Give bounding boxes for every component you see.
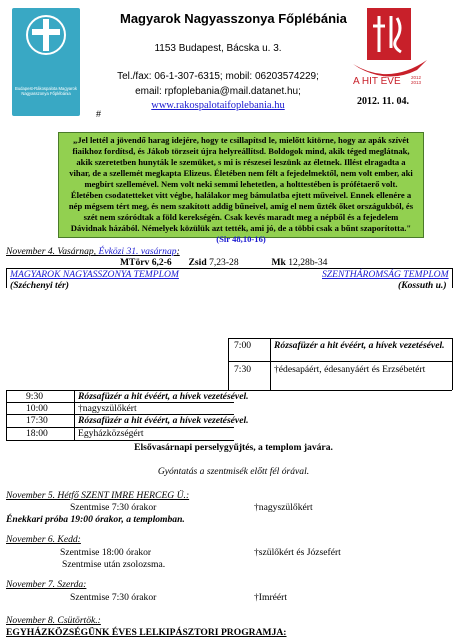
weekday-intention: †Imréért	[254, 592, 288, 603]
weekday-intention: †nagyszülőkért	[254, 502, 313, 513]
left-row-time: 17:30	[26, 415, 48, 426]
right-row-text: Rózsafüzér a hit évéért, a hívek vezetésével.	[274, 340, 445, 351]
church-left-name: MAGYAROK NAGYASSZONYA TEMPLOM	[10, 269, 179, 280]
year-of-faith-logo	[347, 8, 431, 110]
address: 1153 Budapest, Bácska u. 3.	[154, 43, 282, 54]
right-row-text: †édesapáért, édesanyáért és Erzsébetért	[274, 364, 426, 375]
parish-name: Magyarok Nagyasszonya Főplébánia	[120, 11, 347, 26]
weekday-title: November 7. Szerda:	[6, 579, 87, 590]
left-row-text: Egyházközségért	[78, 428, 144, 439]
left-row-time: 9:30	[26, 391, 44, 402]
left-row-time: 10:00	[26, 403, 48, 414]
phone-line: Tel./fax: 06-1-307-6315; mobil: 06203574229;	[117, 71, 319, 82]
sunday-title: November 4. Vasárnap, Évközi 31. vasárnap;	[6, 246, 180, 257]
scripture-reference: (Sir 48,10-16)	[216, 234, 266, 245]
website-link[interactable]: www.rakospalotaifoplebania.hu	[151, 100, 285, 111]
sunday-readings: MTörv 6,2-6 Zsid 7,23-28 Mk 12,28b-34	[120, 257, 328, 268]
church-left-place: (Széchenyi tér)	[10, 280, 69, 291]
logo-caption: Budapest-Rákospalota Magyarok Nagyasszonya Főplébánia	[15, 86, 77, 96]
weekday-title: November 6. Kedd:	[6, 534, 81, 545]
email-line: email: rpfoplebania@mail.datanet.hu;	[135, 86, 301, 97]
weekday-title: November 5. Hétfő SZENT IMRE HERCEG Ü.:	[6, 490, 190, 501]
weekday-mass: Szentmise 18:00 órakor	[60, 547, 152, 558]
left-row-text: Rózsafüzér a hit évéért, a hívek vezetésével.	[78, 391, 249, 402]
scripture-quote: „Jel lettél a jövendő harag idejére, hogy te csillapítsd le, mielőtt kitörne, hogy az apák szívét fiaikhoz fordítsd, és Jákob törzseit újra helyreállítsd. Boldogok mind, akik téged meglátnak, akik szeretetben hunyták le szemüket, s mi is részesei leszünk az életnek. Illést elragadta a vihar, de a szellemét megkapta Elizeus. Életében nem félt a fejedelmektől, nem volt ember, aki megbírt szellemével. Nem volt neki semmi lehetetlen, a holttestében is prófétaerő volt. Életében csodatetteket vitt végbe, halálakor meg bámulatba ejtett műveivel. Ennek ellenére a nép mégsem tért meg, és nem szakított addig bűneivel, amíg el nem űzték őket országukból, és szét nem szóródtak a föld kerekségén. Csak kevés maradt meg a népből és a fejedelem Dávidnak házából. Némelyek közülük azt tették, ami jó, de a többi csak a bűnt szaporította." (Sir 48,10-16)	[58, 132, 424, 238]
church-right-place: (Kossuth u.)	[398, 280, 447, 291]
hash-mark: #	[96, 109, 102, 119]
right-row-time: 7:00	[234, 340, 252, 351]
confession-note: Gyóntatás a szentmisék előtt fél órával.	[157, 466, 310, 477]
right-row-time: 7:30	[234, 364, 252, 375]
weekday-mass: Szentmise 7:30 órakor	[70, 592, 157, 603]
left-row-time: 18:00	[26, 428, 48, 439]
weekday-intention: †szülőkért és Józsefért	[254, 547, 341, 558]
left-row-text: Rózsafüzér a hit évéért, a hívek vezetésével.	[78, 415, 249, 426]
parish-logo	[12, 8, 80, 116]
weekday-extra: Szentmise után zsolozsma.	[62, 559, 166, 570]
collection-note: Elsővasárnapi perselygyűjtés, a templom javára.	[134, 442, 333, 453]
weekday-mass: Szentmise 7:30 órakor	[70, 502, 157, 513]
church-right-name: SZENTHÁROMSÁG TEMPLOM	[322, 269, 449, 280]
table-border	[452, 268, 453, 288]
bulletin-date: 2012. 11. 04.	[357, 96, 409, 107]
year-of-faith-years: 2012 2013	[411, 75, 422, 85]
cross-logo-icon	[26, 14, 66, 56]
table-border	[6, 268, 7, 288]
weekday-extra: EGYHÁZKÖZSÉGÜNK ÉVES LELKIPÁSZTORI PROGRAMJA:	[6, 627, 287, 638]
weekday-title: November 8. Csütörtök.:	[6, 615, 101, 626]
weekday-extra: Énekkari próba 19:00 órakor, a templomban.	[6, 514, 185, 525]
year-of-faith-label: A HIT ÉVE	[353, 76, 401, 87]
left-row-text: †nagyszülőkért	[78, 403, 137, 414]
